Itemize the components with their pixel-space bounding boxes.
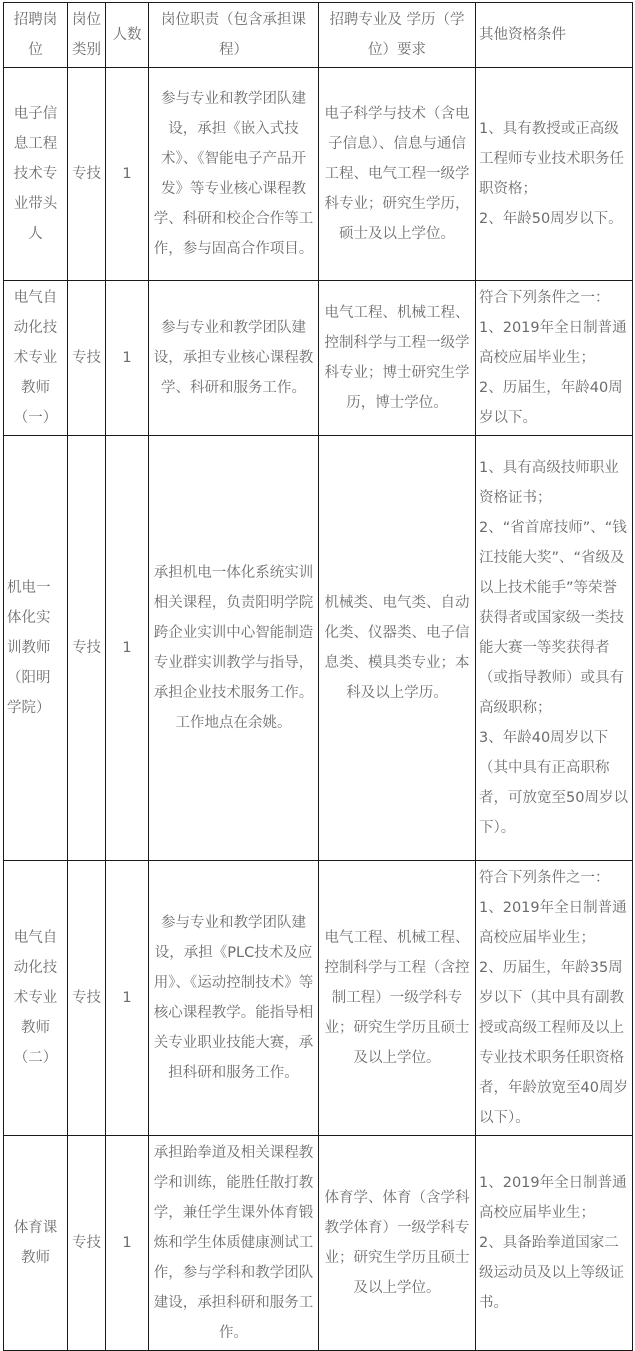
cell-position: 体育课教师 [4, 1136, 68, 1351]
other-line: 2、历届生，年龄35周岁以下（其中具有副教授或高级工程师及以上专业技术职务任职资格者，年龄放宽至40周岁以下）。 [479, 960, 628, 1126]
header-category: 岗位类别 [68, 3, 106, 68]
cell-other [476, 1136, 633, 1351]
cell-position: 电气自动化技术专业教师（一） [4, 281, 68, 436]
recruitment-table [3, 2, 633, 1351]
cell-position: 机电一体化实训教师（阳明学院） [4, 436, 68, 861]
table-row [4, 436, 633, 861]
other-line: 1、2019年全日制普通高校应届毕业生； [479, 320, 627, 366]
cell-count: 1 [106, 68, 149, 281]
header-count: 人数 [106, 3, 149, 68]
cell-category: 专技 [68, 1136, 106, 1351]
table-row [4, 861, 633, 1136]
header-row [4, 3, 633, 68]
other-line: 1、具有高级技师职业资格证书； [479, 460, 619, 506]
cell-category: 专技 [68, 281, 106, 436]
cell-count: 1 [106, 436, 149, 861]
cell-duties: 参与专业和教学团队建设，承担《PLC技术及应用》、《运动控制技术》等核心课程教学。能指导相关专业职业技能大赛，承担科研和服务工作。 [149, 861, 319, 1136]
cell-other [476, 68, 633, 281]
other-line: 2、历届生，年龄40周岁以下。 [479, 380, 623, 426]
cell-position: 电子信息工程技术专业带头人 [4, 68, 68, 281]
cell-count: 1 [106, 281, 149, 436]
table-row [4, 1136, 633, 1351]
cell-other [476, 281, 633, 436]
other-line: 2、具备跆拳道国家二级运动员及以上等级证书。 [479, 1235, 624, 1311]
cell-category: 专技 [68, 861, 106, 1136]
cell-other [476, 436, 633, 861]
other-line: 3、年龄40周岁以下（其中具有正高职称者，可放宽至50周岁以下）。 [479, 730, 628, 836]
cell-position: 电气自动化技术专业教师（二） [4, 861, 68, 1136]
cell-requirements: 电气工程、机械工程、控制科学与工程一级学科专业；博士研究生学历，博士学位。 [319, 281, 476, 436]
cell-other [476, 861, 633, 1136]
cell-count: 1 [106, 861, 149, 1136]
cell-requirements: 电气工程、机械工程、控制科学与工程（含控制工程）一级学科专业；研究生学历且硕士及以上学位。 [319, 861, 476, 1136]
other-line: 1、2019年全日制普通高校应届毕业生； [479, 1175, 627, 1221]
cell-requirements: 电子科学与技术（含电子信息）、信息与通信工程、电气工程一级学科专业；研究生学历，硕士及以上学位。 [319, 68, 476, 281]
cell-duties: 参与专业和教学团队建设，承担《嵌入式技术》、《智能电子产品开发》等专业核心课程教学、科研和校企合作等工作，参与固高合作项目。 [149, 68, 319, 281]
table-row [4, 281, 633, 436]
table-row [4, 68, 633, 281]
cell-requirements: 体育学、体育（含学科教学体育）一级学科专业；研究生学历且硕士及以上学位。 [319, 1136, 476, 1351]
cell-requirements: 机械类、电气类、自动化类、仪器类、电子信息类、模具类专业；本科及以上学历。 [319, 436, 476, 861]
cell-count: 1 [106, 1136, 149, 1351]
other-line: 2、“省首席技师”、“钱江技能大奖”、“省级及以上技术能手”等荣誉获得者或国家级一类技能大赛一等奖获得者（或指导教师）或具有高级职称； [479, 520, 627, 716]
cell-duties: 承担跆拳道及相关课程教学和训练，能胜任散打教学，兼任学生课外体育锻炼和学生体质健康测试工作，参与学科和教学团队建设，承担科研和服务工作。 [149, 1136, 319, 1351]
other-line: 符合下列条件之一： [479, 870, 610, 886]
other-line: 1、2019年全日制普通高校应届毕业生； [479, 900, 627, 946]
other-line: 符合下列条件之一： [479, 290, 610, 306]
header-requirements: 招聘专业及 学历（学位）要求 [319, 3, 476, 68]
cell-duties: 承担机电一体化系统实训相关课程，负责阳明学院跨企业实训中心智能制造专业群实训教学与指导，承担企业技术服务工作。工作地点在余姚。 [149, 436, 319, 861]
header-other: 其他资格条件 [476, 3, 633, 68]
other-line: 2、年龄50周岁以下。 [479, 211, 623, 227]
header-position: 招聘岗位 [4, 3, 68, 68]
other-line: 1、具有教授或正高级工程师专业技术职务任职资格； [479, 121, 624, 197]
cell-category: 专技 [68, 68, 106, 281]
cell-duties: 参与专业和教学团队建设，承担专业核心课程教学、科研和服务工作。 [149, 281, 319, 436]
header-duties: 岗位职责（包含承担课程） [149, 3, 319, 68]
cell-category: 专技 [68, 436, 106, 861]
